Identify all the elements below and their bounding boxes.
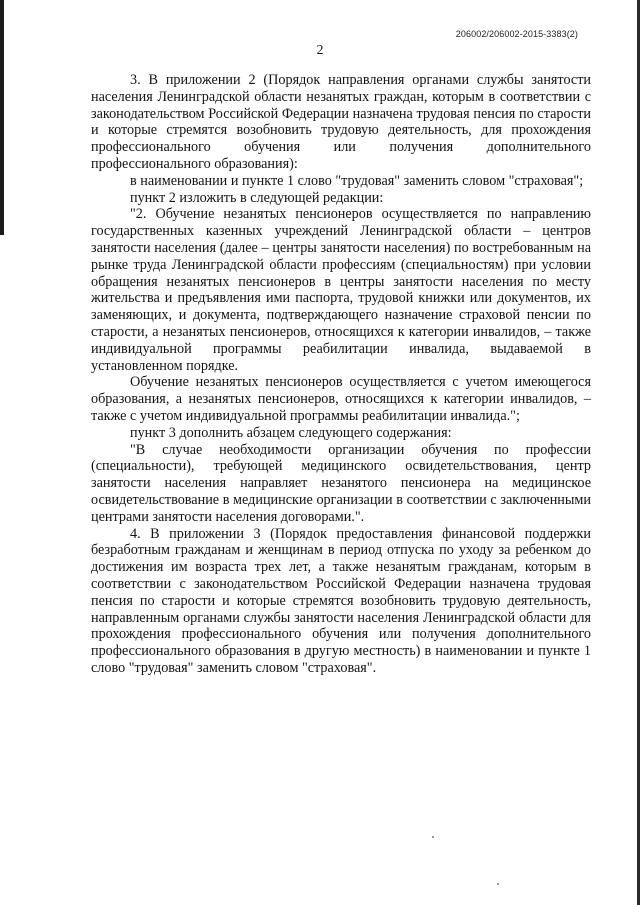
paragraph-item-4: 4. В приложении 3 (Порядок предоставления финансовой поддержки безработным гражданам и женщинам в период отпуска по уходу за ребенком до достижения им возраста трех лет, а также незанятым гражданам, которым в соответствии с законодательством Российской Федерации назначена трудовая пенсия по старости и которые стремятся возобновить трудовую деятельность, направленным органами службы занятости населения Ленинградской области для прохождения профессионального обучения или получения дополнительного профессионального образования в другую местность) в наименовании и пункте 1 слово "трудовая" заменить словом "страховая". [91, 525, 591, 676]
scan-edge-left [0, 0, 4, 235]
page-number: 2 [316, 43, 324, 58]
paragraph-point-3-intro: пункт 3 дополнить абзацем следующего содержания: [130, 424, 452, 441]
scan-speck [432, 836, 434, 838]
paragraph-point-3-text: "В случае необходимости организации обучения по профессии (специальности), требующей медицинского освидетельствования, центр занятости населения направляет незанятого пенсионера на медицинское освидетельствование в медицинские организации в соответствии с заключенными центрами занятости населения договорами.". [91, 441, 591, 525]
paragraph-point-2-intro: пункт 2 изложить в следующей редакции: [130, 189, 384, 206]
paragraph-point-2-text: "2. Обучение незанятых пенсионеров осуществляется по направлению государственных казенных учреждений Ленинградской области – центров занятости населения (далее – центры занятости населения) по востребованным на рынке труда Ленинградской области профессиям (специальностям) при условии обращения незанятых пенсионеров в центры занятости населения по месту жительства и предъявления ими паспорта, трудовой книжки или документов, их заменяющих, и документа, подтверждающего назначение страховой пенсии по старости, а незанятых пенсионеров, относящихся к категории инвалидов, – также индивидуальной программы реабилитации инвалида, выдаваемой в установленном порядке. [91, 206, 591, 374]
document-body [91, 72, 591, 677]
paragraph-rename-1: в наименовании и пункте 1 слово "трудовая" заменить словом "страховая"; [130, 172, 584, 189]
paragraph-item-3: 3. В приложении 2 (Порядок направления органами службы занятости населения Ленинградской области незанятых граждан, которым в соответствии с законодательством Российской Федерации назначена трудовая пенсия по старости и которые стремятся возобновить трудовую деятельность, для прохождения профессионального обучения или получения дополнительного профессионального образования): [91, 72, 591, 172]
document-code: 206002/206002-2015-3383(2) [455, 29, 578, 39]
scan-speck [497, 883, 499, 885]
paragraph-training-conditions: Обучение незанятых пенсионеров осуществляется с учетом имеющегося образования, а незанятых пенсионеров, относящихся к категории инвалидов, – также с учетом индивидуальной программы реабилитации инвалида."; [91, 374, 591, 424]
